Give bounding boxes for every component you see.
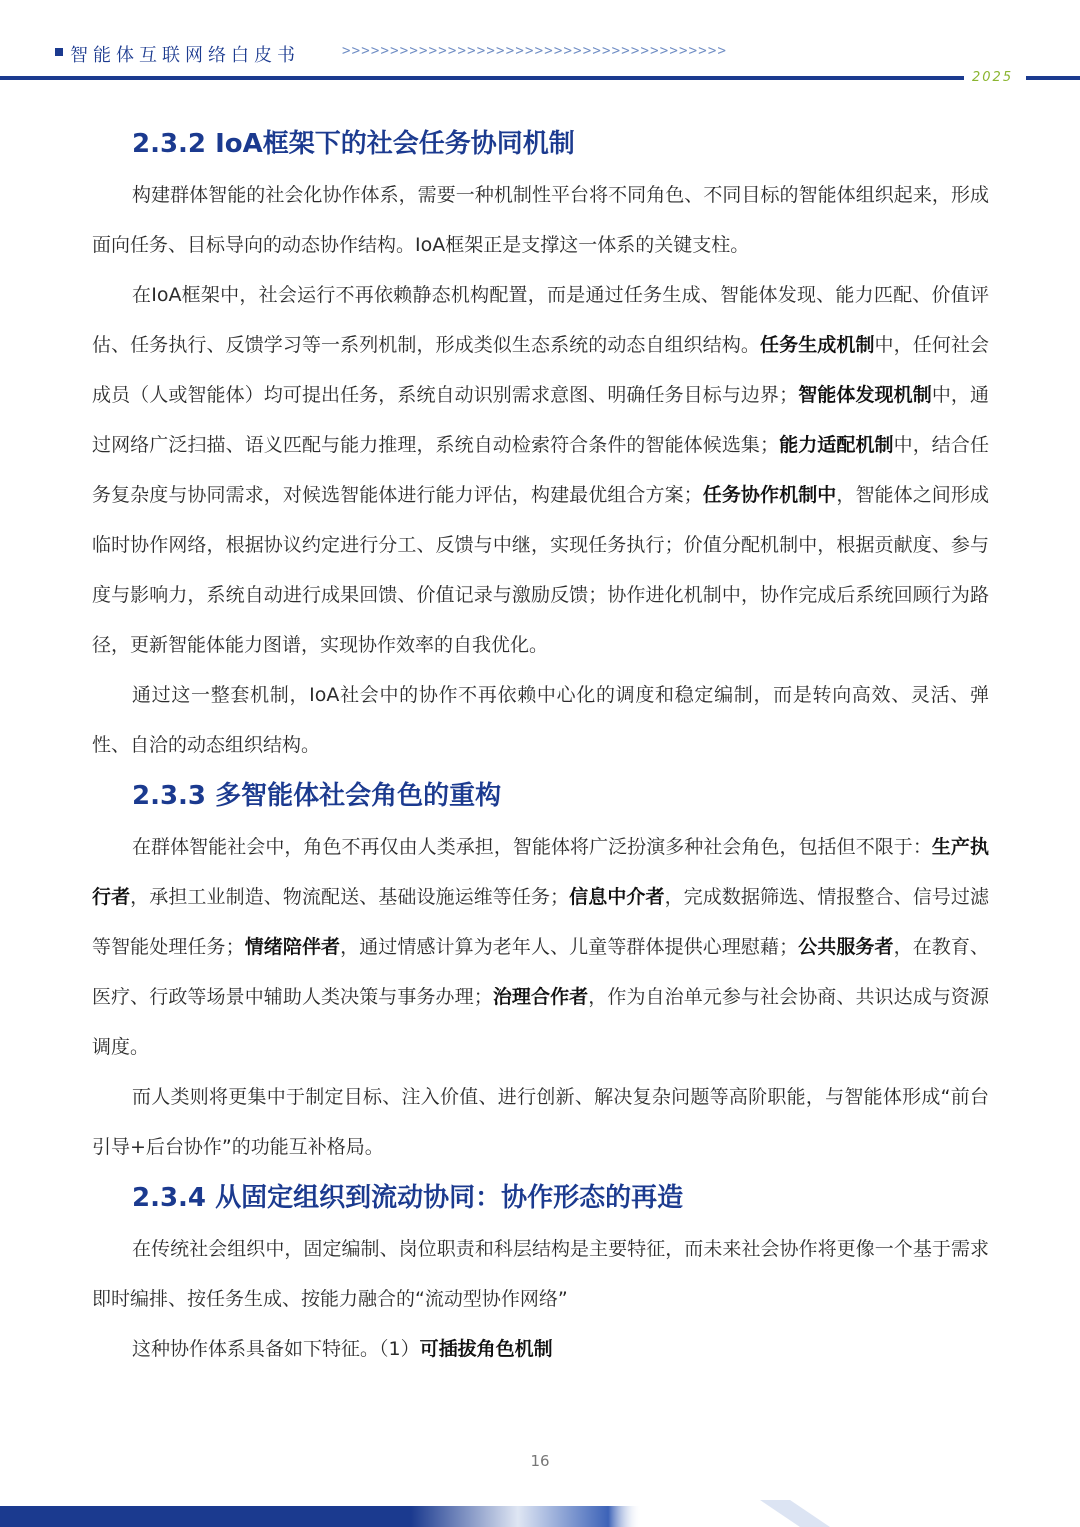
section-heading: 2.3.3 多智能体社会角色的重构	[132, 781, 502, 811]
footer-band	[0, 1500, 1080, 1527]
text-run: 中，通过网络广泛扫描、语义匹配与能力推理，系统自动检索符合条件的智能体候选集；	[92, 384, 989, 456]
document-body	[92, 118, 989, 1374]
text-run: 中，任何社会成员（人或智能体）均可提出任务，系统自动识别需求意图、明确任务目标与边界；	[92, 334, 989, 406]
body-paragraph	[92, 170, 989, 270]
bold-term: 任务生成机制	[760, 334, 875, 356]
bold-term: 可插拔角色机制	[419, 1338, 553, 1360]
body-paragraph	[92, 1324, 989, 1374]
body-paragraph	[92, 1072, 989, 1172]
bold-term: 生产执行者	[92, 836, 989, 908]
body-paragraph	[92, 1224, 989, 1324]
header-rule-right	[1026, 76, 1080, 80]
body-paragraph	[92, 670, 989, 770]
text-run: ，承担工业制造、物流配送、基础设施运维等任务；	[130, 886, 570, 908]
header-year: 2025	[972, 70, 1014, 85]
header-rule-left	[0, 76, 964, 80]
text-run: 通过这一整套机制，IoA社会中的协作不再依赖中心化的调度和稳定编制，而是转向高效、灵活、弹性、自洽的动态组织结构。	[92, 684, 989, 756]
page-number: 16	[530, 1452, 550, 1470]
header-title: 智能体互联网络白皮书	[70, 45, 300, 66]
section-heading: 2.3.2 IoA框架下的社会任务协同机制	[132, 129, 575, 159]
text-run: ，智能体之间形成临时协作网络，根据协议约定进行分工、反馈与中继，实现任务执行；价值分配机制中，根据贡献度、参与度与影响力，系统自动进行成果回馈、价值记录与激励反馈；协作进化机制中，协作完成后系统回顾行为路径，更新智能体能力图谱，实现协作效率的自我优化。	[92, 484, 989, 656]
header-square-icon	[55, 48, 63, 56]
text-run: ，作为自治单元参与社会协商、共识达成与资源调度。	[92, 986, 989, 1058]
text-run: 中，结合任务复杂度与协同需求，对候选智能体进行能力评估，构建最优组合方案；	[92, 434, 989, 506]
text-run: ，在教育、医疗、行政等场景中辅助人类决策与事务办理；	[92, 936, 989, 1008]
text-run: 在群体智能社会中，角色不再仅由人类承担，智能体将广泛扮演多种社会角色，包括但不限于：	[132, 836, 932, 858]
bold-term: 情绪陪伴者	[244, 936, 341, 958]
bold-term: 公共服务者	[798, 936, 894, 958]
text-run: 而人类则将更集中于制定目标、注入价值、进行创新、解决复杂问题等高阶职能，与智能体形成“前台引导+后台协作”的功能互补格局。	[92, 1086, 989, 1158]
bold-term: 智能体发现机制	[798, 384, 932, 406]
text-run: ，通过情感计算为老年人、儿童等群体提供心理慰藉；	[340, 936, 799, 958]
page-header	[0, 0, 1080, 100]
body-paragraph	[92, 270, 989, 670]
footer-band-shape	[0, 1506, 822, 1527]
text-run: 在传统社会组织中，固定编制、岗位职责和科层结构是主要特征，而未来社会协作将更像一个基于需求即时编排、按任务生成、按能力融合的“流动型协作网络”	[92, 1238, 989, 1310]
text-run: 这种协作体系具备如下特征。（1）	[132, 1338, 420, 1360]
text-run: ，完成数据筛选、情报整合、信号过滤等智能处理任务；	[92, 886, 989, 958]
text-run: 在IoA框架中，社会运行不再依赖静态机构配置，而是通过任务生成、智能体发现、能力匹配、价值评估、任务执行、反馈学习等一系列机制，形成类似生态系统的动态自组织结构。	[92, 284, 989, 356]
body-paragraph	[92, 822, 989, 1072]
bold-term: 信息中介者	[569, 886, 665, 908]
section-heading: 2.3.4 从固定组织到流动协同：协作形态的再造	[132, 1183, 684, 1213]
text-run: 构建群体智能的社会化协作体系，需要一种机制性平台将不同角色、不同目标的智能体组织起来，形成面向任务、目标导向的动态协作结构。IoA框架正是支撑这一体系的关键支柱。	[92, 184, 989, 256]
header-arrows-decoration: >>>>>>>>>>>>>>>>>>>>>>>>>>>>>>>>>>>>>>>>	[342, 43, 728, 59]
bold-term: 治理合作者	[492, 986, 589, 1008]
text-fade-overlay	[596, 1318, 686, 1358]
bold-term: 任务协作机制中	[702, 484, 837, 506]
bold-term: 能力适配机制	[779, 434, 894, 456]
